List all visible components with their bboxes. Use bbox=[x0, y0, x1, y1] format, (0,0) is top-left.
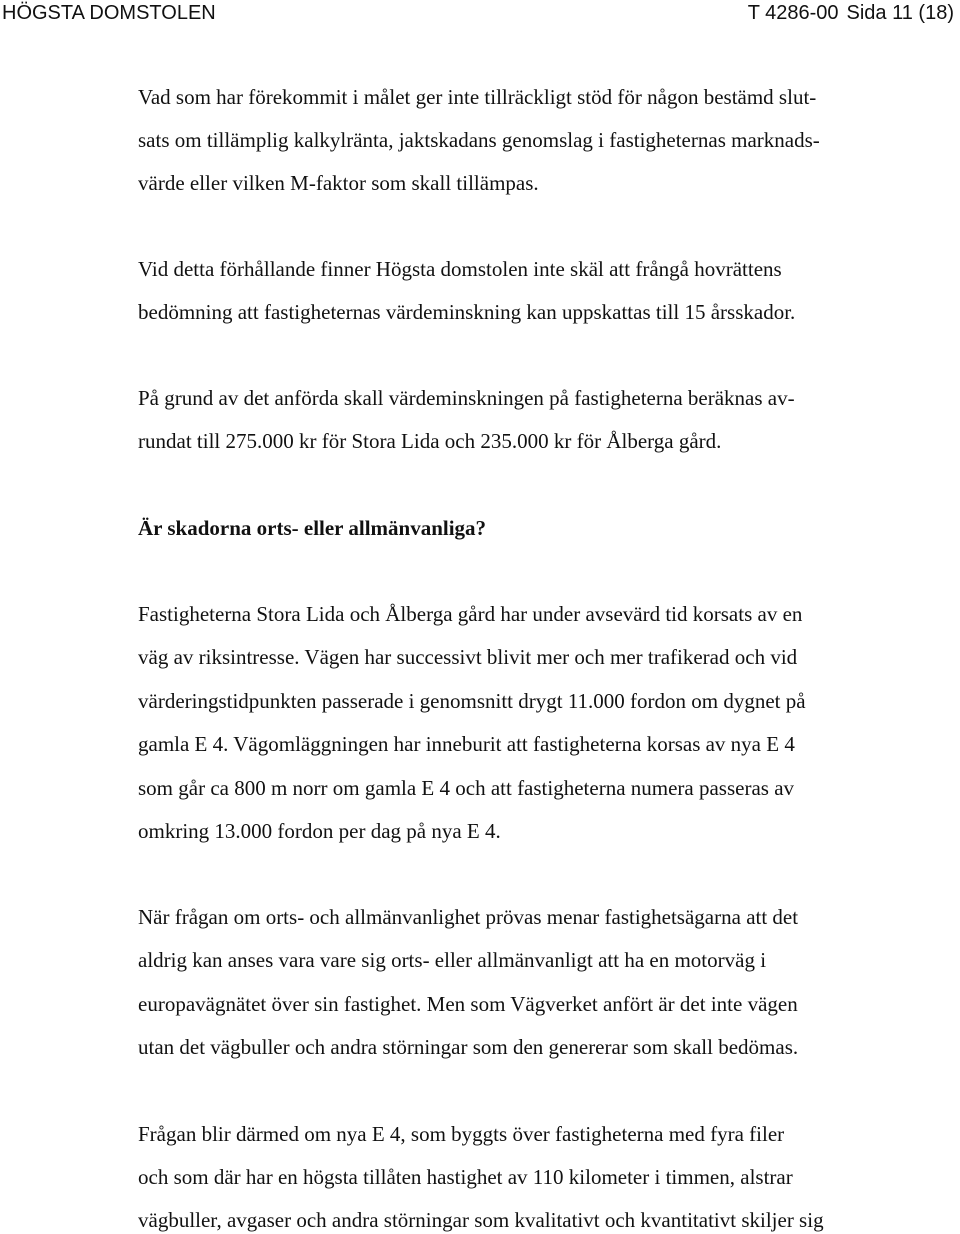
text-line: europavägnätet över sin fastighet. Men som Vägverket anfört är det inte vägen bbox=[138, 992, 798, 1016]
text-line: aldrig kan anses vara vare sig orts- eller allmänvanligt att ha en motorväg i bbox=[138, 948, 767, 972]
text-line: Fastigheterna Stora Lida och Ålberga gård har under avsevärd tid korsats av en bbox=[138, 602, 803, 626]
page-number: Sida 11 (18) bbox=[846, 2, 954, 24]
text-line: gamla E 4. Vägomläggningen har inneburit att fastigheterna korsas av nya E 4 bbox=[138, 732, 795, 756]
case-number: T 4286-00 bbox=[747, 2, 839, 24]
text-line: vägbuller, avgaser och andra störningar som kvalitativt och kvantitativt skiljer sig bbox=[138, 1208, 824, 1232]
text-line: Frågan blir därmed om nya E 4, som byggts över fastigheterna med fyra filer bbox=[138, 1122, 785, 1146]
text-line: värde eller vilken M-faktor som skall tillämpas. bbox=[138, 171, 539, 195]
section-heading: Är skadorna orts- eller allmänvanliga? bbox=[138, 516, 487, 540]
text-line: När frågan om orts- och allmänvanlighet prövas menar fastighetsägarna att det bbox=[138, 905, 799, 929]
text-line: sats om tillämplig kalkylränta, jaktskadans genomslag i fastigheternas marknads- bbox=[138, 128, 820, 152]
text-line: Vid detta förhållande finner Högsta domstolen inte skäl att frångå hovrättens bbox=[138, 257, 782, 281]
page-header bbox=[0, 0, 960, 30]
text-line: utan det vägbuller och andra störningar som den genererar som skall bedömas. bbox=[138, 1035, 799, 1059]
text-line: som går ca 800 m norr om gamla E 4 och att fastigheterna numera passeras av bbox=[138, 776, 795, 800]
text-line: omkring 13.000 fordon per dag på nya E 4. bbox=[138, 819, 501, 843]
text-line: och som där har en högsta tillåten hastighet av 110 kilometer i timmen, alstrar bbox=[138, 1165, 793, 1189]
text-line: rundat till 275.000 kr för Stora Lida och 235.000 kr för Ålberga gård. bbox=[138, 429, 722, 453]
court-name: HÖGSTA DOMSTOLEN bbox=[2, 2, 216, 24]
text-line: bedömning att fastigheternas värdeminskning kan uppskattas till 15 årsskador. bbox=[138, 300, 796, 324]
case-reference bbox=[748, 2, 954, 25]
text-line: väg av riksintresse. Vägen har successivt blivit mer och mer trafikerad och vid bbox=[138, 645, 798, 669]
text-line: värderingstidpunkten passerade i genomsnitt drygt 11.000 fordon om dygnet på bbox=[138, 689, 806, 713]
text-line: Vad som har förekommit i målet ger inte tillräckligt stöd för någon bestämd slut- bbox=[138, 85, 817, 109]
text-line: På grund av det anförda skall värdeminskningen på fastigheterna beräknas av- bbox=[138, 386, 795, 410]
